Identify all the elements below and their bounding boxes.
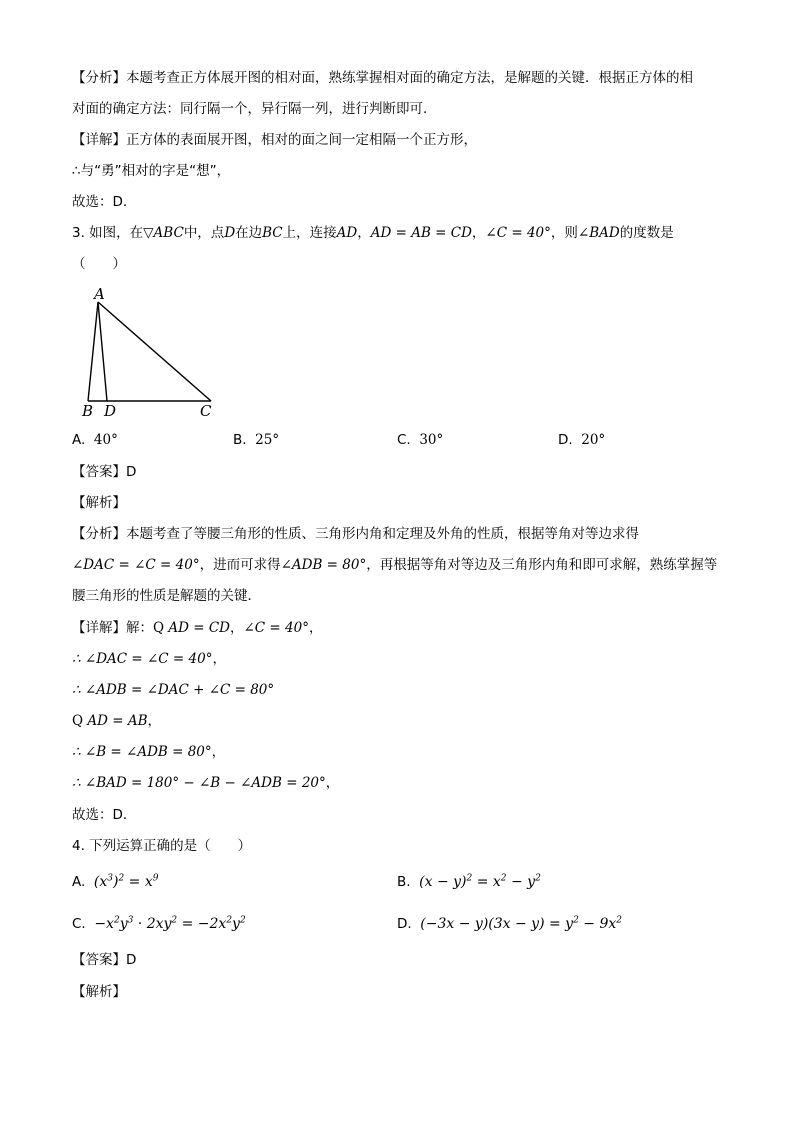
q3-stem-a: 3. 如图，在 xyxy=(72,225,144,241)
side-ab xyxy=(88,302,98,401)
option-value: 20° xyxy=(581,432,606,448)
q3-eq1: AD = AB = CD xyxy=(370,225,472,241)
side-ad xyxy=(98,302,107,401)
option-key: C. xyxy=(397,432,411,448)
q3-stem-g: ，则 xyxy=(550,225,578,241)
label-b: B xyxy=(82,402,94,420)
eq-adb: ∠ADB = 80° xyxy=(280,557,367,573)
q4-jiexi: 【解析】 xyxy=(72,984,126,1000)
analysis-line-1: 【分析】本题考查正方体展开图的相对面，熟练掌握相对面的确定方法，是解题的关键．根据正方体的相 xyxy=(72,70,693,86)
triangle-figure xyxy=(78,284,218,420)
option-key: C. xyxy=(72,916,86,932)
q3-point-d: D xyxy=(224,225,236,241)
q3-detail-1 xyxy=(72,618,322,638)
text: ， xyxy=(325,775,340,791)
text: ， xyxy=(212,651,226,667)
option-value: 25° xyxy=(255,432,280,448)
option-key: B. xyxy=(397,874,411,890)
q3-option-d xyxy=(558,430,605,450)
q3-end: 故选：D． xyxy=(72,807,137,823)
q3-option-c xyxy=(397,430,443,450)
q3-stem-e: ， xyxy=(357,225,371,241)
option-key: B. xyxy=(233,432,247,448)
eq-dac: ∠DAC = ∠C = 40° xyxy=(72,557,200,573)
q4-option-d xyxy=(397,914,622,934)
choice-line: 故选：D． xyxy=(72,194,137,210)
text: ， xyxy=(211,744,226,760)
q3-option-a xyxy=(72,430,118,450)
eq: AD = AB xyxy=(87,713,148,729)
eq: ∴ ∠ADB = ∠DAC + ∠C = 80° xyxy=(72,682,275,698)
option-key: D. xyxy=(397,916,412,932)
because-symbol: Q xyxy=(153,620,165,636)
q3-stem-c: 在边 xyxy=(235,225,263,241)
text: 【详解】解： xyxy=(72,620,153,636)
q3-analysis-2 xyxy=(72,555,717,575)
q4-stem: 4. 下列运算正确的是（ ） xyxy=(72,838,252,854)
detail-line-1: 【详解】正方体的表面展开图，相对的面之间一定相隔一个正方形， xyxy=(72,132,477,148)
q3-jiexi: 【解析】 xyxy=(72,495,126,511)
q3-stem-f: ， xyxy=(471,225,486,241)
q3-analysis-3: 腰三角形的性质是解题的关键． xyxy=(72,588,261,604)
analysis-line-2: 对面的确定方法：同行隔一个，异行隔一列，进行判断即可． xyxy=(72,101,437,117)
expr-d: $(-3x - y)(3x - y) = y^2 - 9x^2$ xyxy=(420,915,622,932)
option-key: D. xyxy=(558,432,573,448)
q4-answer: 【答案】D xyxy=(72,952,137,968)
eq: AD = CD xyxy=(168,620,230,636)
q3-option-b xyxy=(233,430,279,450)
q3-ad: AD xyxy=(336,225,358,241)
q3-detail-4 xyxy=(72,711,161,731)
text: ， xyxy=(230,620,244,636)
option-key: A. xyxy=(72,874,86,890)
q3-detail-2 xyxy=(72,649,226,669)
option-key: A. xyxy=(72,432,86,448)
q3-analysis-1: 【分析】本题考查了等腰三角形的性质、三角形内角和定理及外角的性质，根据等角对等边求得 xyxy=(72,526,639,542)
option-value: 30° xyxy=(419,432,444,448)
q3-angle-bad: ∠BAD xyxy=(577,225,620,241)
detail-line-2: ∴与“勇”相对的字是“想”， xyxy=(72,163,231,179)
q3-answer: 【答案】D xyxy=(72,464,137,480)
q3-stem-d: 上，连接 xyxy=(282,225,337,241)
option-value: 40° xyxy=(93,432,118,448)
eq: ∴ ∠DAC = ∠C = 40° xyxy=(72,651,213,667)
label-c: C xyxy=(200,402,212,420)
eq: ∴ ∠BAD = 180° − ∠B − ∠ADB = 20° xyxy=(72,775,326,791)
q3-stem xyxy=(72,223,674,243)
text: ，再根据等角对等边及三角形内角和即可求解，熟练掌握等 xyxy=(366,557,718,573)
q4-option-b xyxy=(397,872,541,892)
q3-detail-5 xyxy=(72,742,225,762)
eq: ∠C = 40° xyxy=(243,620,309,636)
label-d: D xyxy=(104,402,117,420)
label-a: A xyxy=(94,285,105,303)
q3-bc: BC xyxy=(262,225,283,241)
eq: ∴ ∠B = ∠ADB = 80° xyxy=(72,744,212,760)
q4-option-c xyxy=(72,914,246,934)
q3-detail-3 xyxy=(72,680,274,700)
q4-option-a xyxy=(72,872,158,892)
q3-triangle: ▽ABC xyxy=(143,225,184,241)
q3-stem-b: 中，点 xyxy=(183,225,225,241)
side-ac xyxy=(98,302,211,401)
expr-c: $-x^2y^3 \cdot 2xy^2 = -2x^2y^2$ xyxy=(94,915,246,932)
text: ， xyxy=(147,713,162,729)
text: ， xyxy=(308,620,323,636)
text: ，进而可求得 xyxy=(199,557,281,573)
q3-paren: （ ） xyxy=(72,256,126,272)
expr-b: $(x - y)^2 = x^2 - y^2$ xyxy=(419,873,541,890)
q3-angle-c: ∠C = 40° xyxy=(485,225,551,241)
q3-detail-6 xyxy=(72,773,339,793)
because-symbol: Q xyxy=(72,713,84,729)
q3-stem-h: 的度数是 xyxy=(619,225,674,241)
expr-a: $(x^3)^2 = x^9$ xyxy=(93,873,159,890)
